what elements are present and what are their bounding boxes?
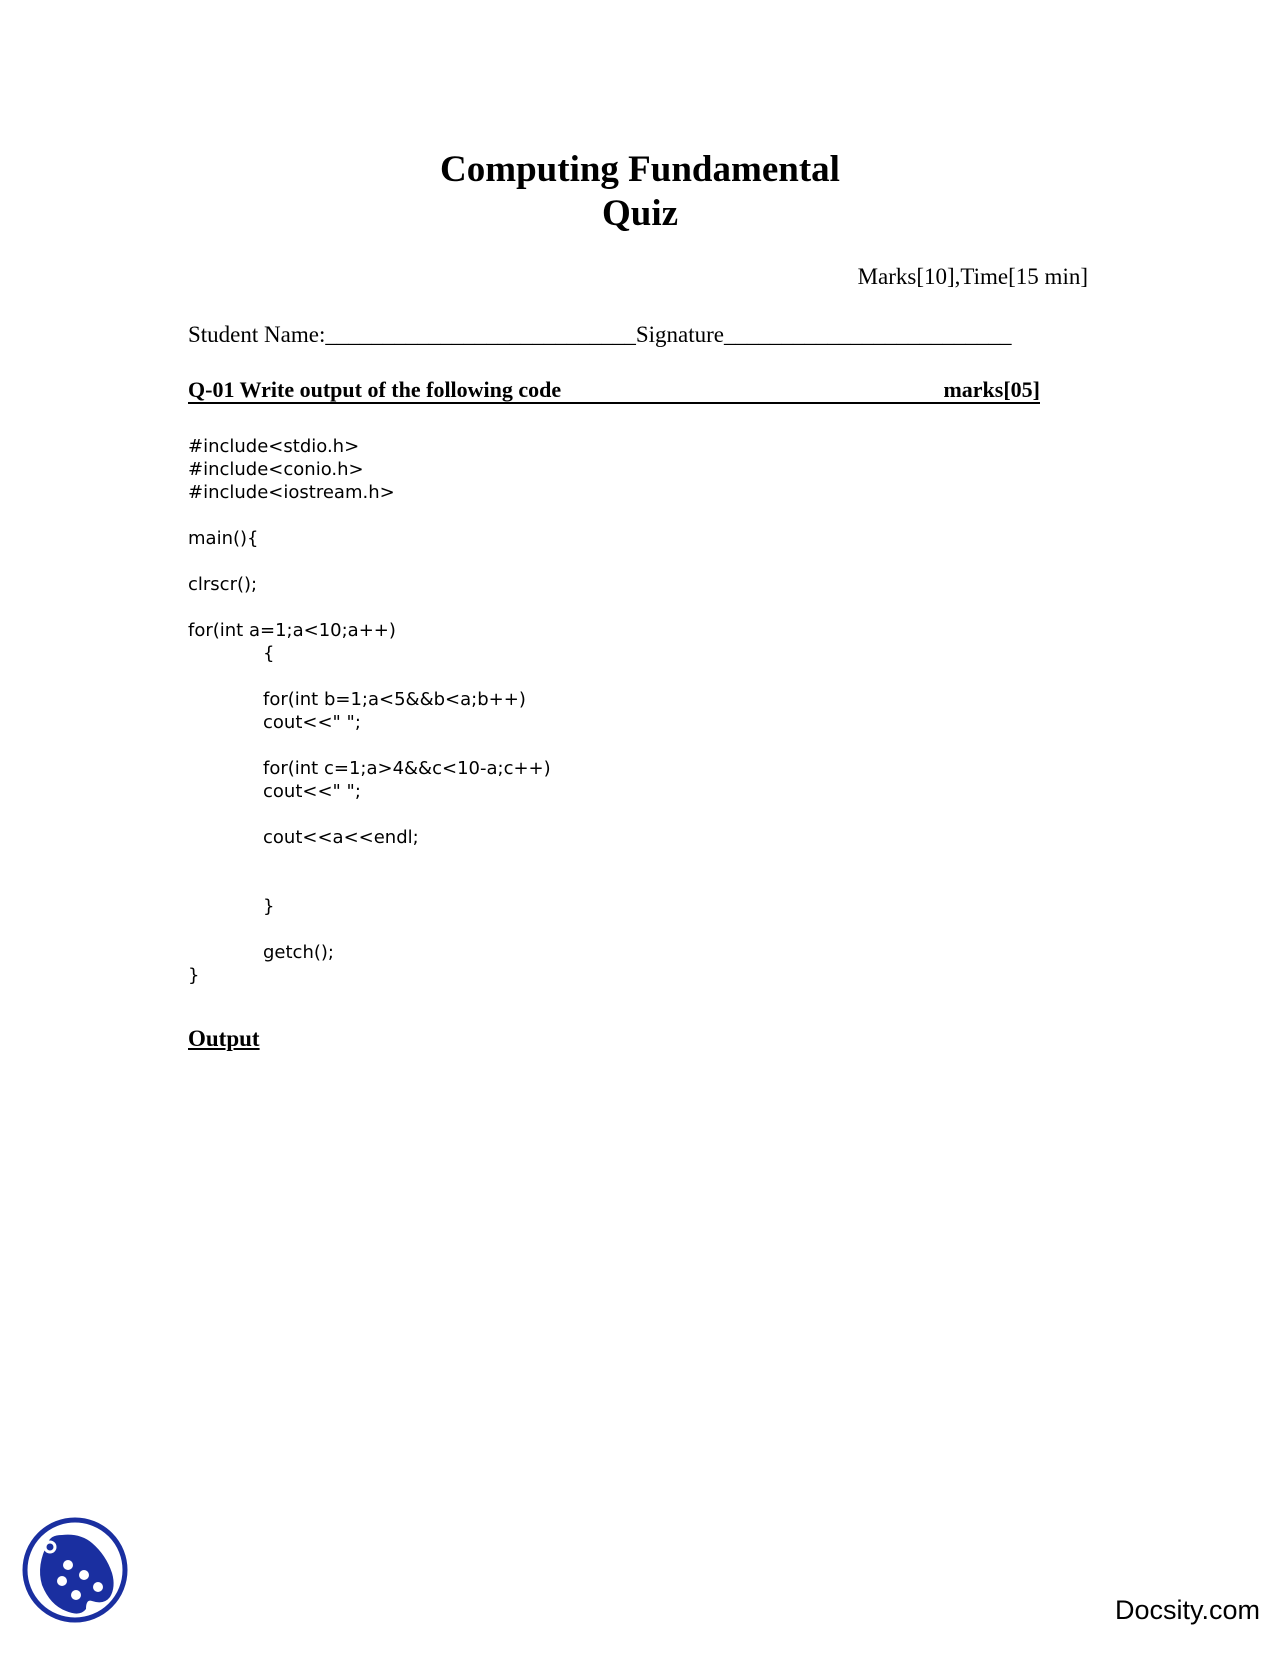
code-line: } [188, 965, 200, 986]
question-text: Q-01 Write output of the following code [188, 377, 562, 402]
code-line: for(int a=1;a<10;a++) [188, 620, 396, 641]
logo-dot [93, 1582, 103, 1592]
code-line: main(){ [188, 528, 259, 549]
code-line: #include<iostream.h> [188, 482, 395, 503]
code-line [188, 734, 551, 757]
code-line: #include<stdio.h> [188, 436, 360, 457]
code-line [188, 665, 551, 688]
student-name-signature-line: Student Name:___________________________Signature_________________________ [188, 322, 1012, 347]
code-line [188, 918, 551, 941]
code-line [188, 872, 551, 895]
logo-dot [79, 1570, 89, 1580]
code-line: cout<<" "; [263, 712, 361, 733]
document-title [0, 148, 1280, 236]
code-line [188, 596, 551, 619]
code-block [188, 435, 551, 987]
code-line: { [263, 643, 275, 664]
code-line: for(int b=1;a<5&&b<a;b++) [263, 689, 526, 710]
output-label: Output [188, 1026, 260, 1051]
code-line: #include<conio.h> [188, 459, 364, 480]
title-line-2: Quiz [601, 193, 679, 234]
code-line [188, 550, 551, 573]
marks-time: Marks[10],Time[15 min] [857, 264, 1088, 289]
code-line [188, 849, 551, 872]
code-line: getch(); [263, 942, 334, 963]
code-line: cout<<a<<endl; [263, 827, 419, 848]
question-heading [188, 378, 1040, 404]
code-line: clrscr(); [188, 574, 258, 595]
logo-dot [63, 1560, 73, 1570]
logo-dot [45, 1542, 55, 1552]
code-line: } [263, 896, 275, 917]
logo-dot [71, 1590, 81, 1600]
logo-dot [57, 1576, 67, 1586]
code-line: cout<<" "; [263, 781, 361, 802]
docsity-logo-svg [20, 1515, 130, 1625]
code-line: for(int c=1;a>4&&c<10-a;c++) [263, 758, 551, 779]
title-line-1: Computing Fundamental [440, 149, 840, 190]
question-marks: marks[05] [943, 377, 1040, 402]
docsity-logo-icon [20, 1515, 130, 1625]
docsity-brand-text[interactable]: Docsity.com [1114, 1595, 1260, 1625]
code-line [188, 504, 551, 527]
code-line [188, 803, 551, 826]
